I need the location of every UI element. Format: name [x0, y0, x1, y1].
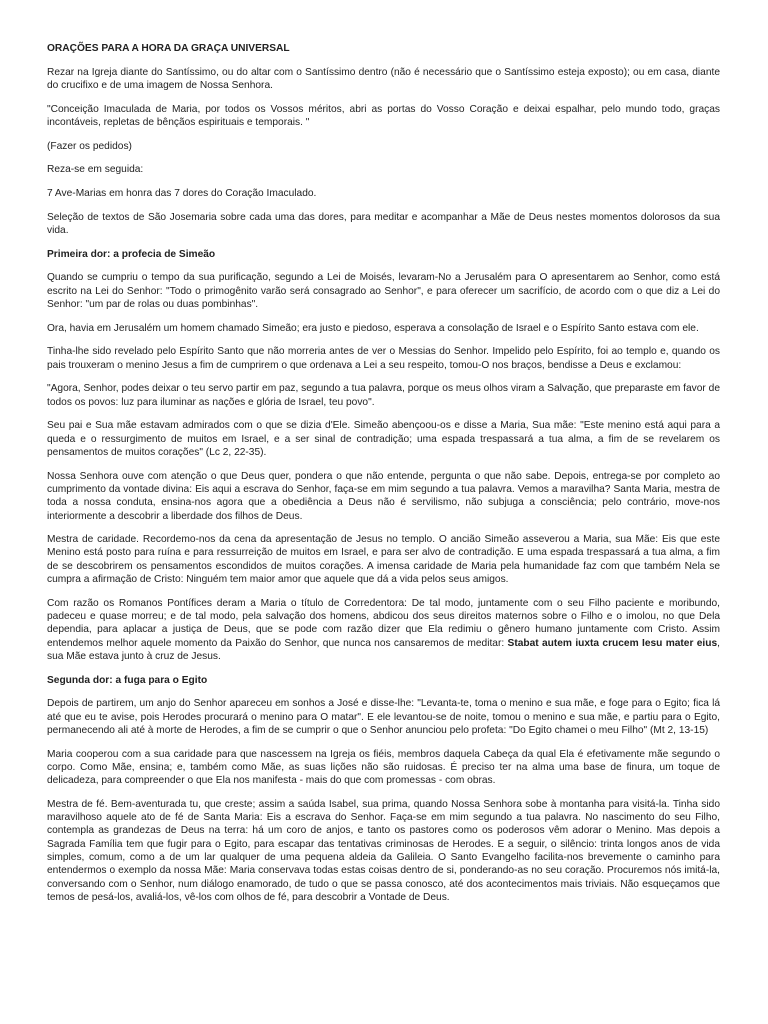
stabat-mater-latin: Stabat autem iuxta crucem Iesu mater eius — [507, 637, 718, 649]
second-sorrow-paragraph-3: Mestra de fé. Bem-aventurada tu, que creste; assim a saúda Isabel, sua prima, quando Nossa Senhora sobe à montanha para visitá-la. Tinha sido maravilhoso aquele ato de fé de Santa Maria: Eis a escrava do Senhor. Faça-se em mim segundo a tua palavra. No nascimento do seu Filho, contempla as grandezas de Deus na terra: há um coro de anjos, e tanto os pastores como os poderosos vêm adorar o Menino. Mas depois a Sagrada Família tem que fugir para o Egito, para escapar das tentativas criminosas de Herodes. E a seguir, o silêncio: trinta longos anos de vida simples, comum, como a de um lar qualquer de uma pequena aldeia da Galileia. O Santo Evangelho facilita-nos brevemente o caminho para entendermos o exemplo da nossa Mãe: Maria conservava todas estas coisas dentro de si, ponderando-as no seu coração. Procuremos nós imitá-la, conversando com o Senhor, num diálogo enamorado, de tudo o que se passa conosco, até dos acontecimentos mais triviais. Não esqueçamos que temos de pesá-los, avaliá-los, vê-los com olhos de fé, para descobrir a Vontade de Deus. — [47, 798, 720, 903]
corredentora-text: Com razão os Romanos Pontífices deram a Maria o título de Corredentora: De tal modo, juntamente com o seu Filho paciente e moribundo, padeceu e quase morreu; e de tal modo, pela salvação dos homens, abdicou dos seus direitos maternos sobre o Filho e o imolou, no que Dela dependia, para aplacar a justiça de Deus, que se pode com razão dizer que Ela redimiu o gênero humano juntamente com Cristo. Assim entendemos melhor aquele momento da Paixão do Senhor, que nunca nos cansaremos de meditar: — [47, 597, 720, 649]
first-sorrow-paragraph-1: Quando se cumpriu o tempo da sua purificação, segundo a Lei de Moisés, levaram-No a Jerusalém para O apresentarem ao Senhor, como está escrito na Lei do Senhor: "Todo o primogênito varão será consagrado ao Senhor", e para oferecer um sacrifício, de acordo com o que diz a Lei do Senhor: "um par de rolas ou duas pombinhas". — [47, 272, 720, 310]
first-sorrow-paragraph-5: Seu pai e Sua mãe estavam admirados com o que se dizia d'Ele. Simeão abençoou-os e disse a Maria, Sua mãe: "Este menino está aqui para a queda e o ressurgimento de muitos em Israel, e a ser sinal de contradição; uma espada trespassará a tua alma, a fim de se revelarem os pensamentos de muitos corações" (Lc 2, 22-35). — [47, 420, 720, 458]
first-sorrow-paragraph-8 — [47, 597, 720, 663]
first-sorrow-paragraph-7: Mestra de caridade. Recordemo-nos da cena da apresentação de Jesus no templo. O ancião Simeão asseverou a Maria, sua Mãe: Eis que este Menino está posto para ruína e para ressurreição de muitos em Israel, e para ser alvo de contradição. E uma espada trespassará a tua alma, a fim de se descobrirem os pensamentos escondidos de muitos corações. A imensa caridade de Maria pela humanidade faz com que também Nela se cumpra a afirmação de Cristo: Ninguém tem maior amor que aquele que dá a vida pelos seus amigos. — [47, 534, 720, 586]
first-sorrow-paragraph-4: "Agora, Senhor, podes deixar o teu servo partir em paz, segundo a tua palavra, porque os meus olhos viram a Salvação, que preparaste em favor de todos os povos: luz para iluminar as nações e glória de Israel, teu povo". — [47, 383, 720, 408]
document-page — [47, 42, 720, 915]
first-sorrow-paragraph-6: Nossa Senhora ouve com atenção o que Deus quer, pondera o que não entende, pergunta o que não sabe. Depois, entrega-se por completo ao cumprimento da vontade divina: Eis aqui a escrava do Senhor, faça-se em mim segundo a tua palavra. Vemos a maravilha? Santa Maria, mestra de toda a nossa conduta, ensina-nos agora que a obediência a Deus não é servilismo, não subjuga a consciência; pelo contrário, move-nos interiormente a descobrir a liberdade dos filhos de Deus. — [47, 470, 720, 522]
second-sorrow-heading: Segunda dor: a fuga para o Egito — [47, 674, 208, 686]
then-pray-line: Reza-se em seguida: — [47, 164, 144, 176]
first-sorrow-paragraph-3: Tinha-lhe sido revelado pelo Espírito Santo que não morreria antes de ver o Messias do Senhor. Impelido pelo Espírito, foi ao templo e, quando os pais trouxeram o menino Jesus a fim de cumprirem o que ordenava a Lei a seu respeito, tomou-O nos braços, bendisse a Deus e exclamou: — [47, 346, 720, 371]
document-title: ORAÇÕES PARA A HORA DA GRAÇA UNIVERSAL — [47, 43, 290, 54]
selection-paragraph: Seleção de textos de São Josemaria sobre cada uma das dores, para meditar e acompanhar a Mãe de Deus nestes momentos dolorosos da sua vida. — [47, 211, 720, 237]
second-sorrow-paragraph-1: Depois de partirem, um anjo do Senhor apareceu em sonhos a José e disse-lhe: "Levanta-te, toma o menino e sua mãe, e foge para o Egito; fica lá até que eu te avise, pois Herodes procurará o menino para O matar". E ele levantou-se de noite, tomou o menino e sua mãe, e partiu para o Egito, permanecendo ali até à morte de Herodes, a fim de se cumprir o que o Senhor anunciou pelo profeta: "Do Egito chamei o meu Filho" (Mt 2, 13-15) — [47, 698, 720, 736]
first-sorrow-heading: Primeira dor: a profecia de Simeão — [47, 248, 216, 260]
second-sorrow-paragraph-2: Maria cooperou com a sua caridade para que nascessem na Igreja os fiéis, membros daquela Cabeça da qual Ela é efetivamente mãe segundo o corpo. Como Mãe, ensina; e, também como Mãe, as suas lições não são ruidosas. É preciso ter na alma uma base de finura, um toque de delicadeza, para compreender o que Ela nos manifesta - mais do que com promessas - com obras. — [47, 748, 720, 787]
requests-note: (Fazer os pedidos) — [47, 140, 132, 152]
prayer-paragraph: "Conceição Imaculada de Maria, por todos os Vossos méritos, abri as portas do Vosso Coração e deixai espalhar, pelo mundo todo, graças incontáveis, repletas de bênçãos espirituais e temporais. " — [47, 103, 720, 128]
first-sorrow-paragraph-2: Ora, havia em Jerusalém um homem chamado Simeão; era justo e piedoso, esperava a consolação de Israel e o Espírito Santo estava com ele. — [47, 322, 699, 334]
intro-paragraph: Rezar na Igreja diante do Santíssimo, ou do altar com o Santíssimo dentro (não é necessário que o Santíssimo esteja exposto); ou em casa, diante do crucifixo e de uma imagem de Nossa Senhora. — [47, 66, 720, 91]
corredentora-ending: , sua Mãe estava junto à cruz de Jesus. — [47, 637, 720, 662]
hail-marys-line: 7 Ave-Marias em honra das 7 dores do Coração Imaculado. — [47, 188, 317, 200]
